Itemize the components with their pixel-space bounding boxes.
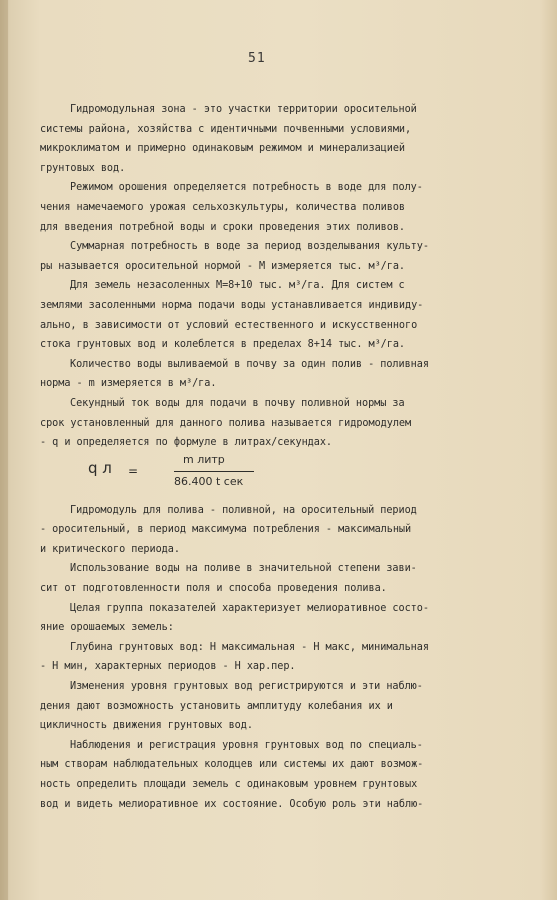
text-line: норма - m измеряется в м³/га. bbox=[40, 378, 217, 390]
text-line: сит от подготовленности поля и способа проведения полива. bbox=[40, 583, 387, 595]
text-line: - оросительный, в период максимума потребления - максимальный bbox=[40, 524, 412, 536]
formula-numerator: m литр bbox=[183, 452, 225, 466]
text-line: ры называется оросительной нормой - M измеряется тыс. м³/га. bbox=[40, 260, 406, 272]
page-binding-shadow bbox=[0, 0, 8, 900]
text-line: чения намечаемого урожая сельхозкультуры, количества поливов bbox=[40, 201, 406, 213]
hydromodule-formula bbox=[88, 453, 510, 493]
formula-equals: = bbox=[128, 463, 139, 478]
text-line: Количество воды выливаемой в почву за один полив - поливная bbox=[70, 358, 429, 370]
text-line: дения дают возможность установить амплитуду колебания их и bbox=[40, 700, 393, 712]
text-line: Гидромодульная зона - это участки территории оросительной bbox=[70, 104, 417, 115]
text-line: ально, в зависимости от условий естественного и искусственного bbox=[40, 319, 418, 331]
text-line: - H мин, характерных периодов - H хар.пер. bbox=[40, 661, 296, 673]
text-line: срок установленный для данного полива называется гидромодулем bbox=[40, 417, 412, 429]
text-line: Гидромодуль для полива - поливной, на оросительный период bbox=[70, 504, 417, 516]
text-line: Суммарная потребность в воде за период возделывания культу- bbox=[70, 241, 429, 253]
fraction-bar bbox=[174, 471, 254, 472]
text-line: ность определить площади земель с одинаковым уровнем грунтовых bbox=[40, 779, 418, 790]
text-line: Изменения уровня грунтовых вод регистрируются и эти наблю- bbox=[70, 681, 423, 693]
body-text bbox=[40, 100, 510, 814]
text-line: стока грунтовых вод и колеблется в пределах 8+14 тыс. м³/га. bbox=[40, 339, 406, 351]
formula-lhs: q л bbox=[88, 458, 112, 477]
text-line: Глубина грунтовых вод: H максимальная - H макс, минимальная bbox=[70, 641, 429, 653]
text-line: ным створам наблюдательных колодцев или системы их дают возмож- bbox=[40, 759, 424, 771]
text-line: для введения потребной воды и сроки проведения этих поливов. bbox=[40, 221, 406, 233]
text-line: системы района, хозяйства с идентичными почвенными условиями, bbox=[40, 123, 412, 135]
text-line: цикличность движения грунтовых вод. bbox=[40, 720, 253, 732]
text-line: яние орошаемых земель: bbox=[40, 622, 174, 634]
text-line: и критического периода. bbox=[40, 543, 180, 555]
text-line: грунтовых вод. bbox=[40, 162, 126, 174]
page-number: 51 bbox=[248, 51, 266, 66]
text-line: Секундный ток воды для подачи в почву поливной нормы за bbox=[70, 397, 405, 409]
formula-denominator: 86.400 t сек bbox=[174, 474, 244, 488]
text-line: вод и видеть мелиоративное их состояние. Особую роль эти наблю- bbox=[40, 798, 424, 810]
text-line: Режимом орошения определяется потребность в воде для полу- bbox=[70, 182, 423, 194]
spacer bbox=[40, 493, 510, 501]
text-line: Наблюдения и регистрация уровня грунтовых вод по специаль- bbox=[70, 739, 423, 751]
text-line: Целая группа показателей характеризует мелиоративное состо- bbox=[70, 602, 429, 614]
text-line: землями засоленными норма подачи воды устанавливается индивиду- bbox=[40, 299, 424, 311]
text-line: Использование воды на поливе в значительной степени зави- bbox=[70, 563, 417, 575]
text-line: микроклиматом и примерно одинаковым режимом и минерализацией bbox=[40, 143, 406, 155]
text-line: Для земель незасоленных M=8+10 тыс. м³/га. Для систем с bbox=[70, 280, 405, 292]
text-line: - q и определяется по формуле в литрах/секундах. bbox=[40, 437, 333, 449]
